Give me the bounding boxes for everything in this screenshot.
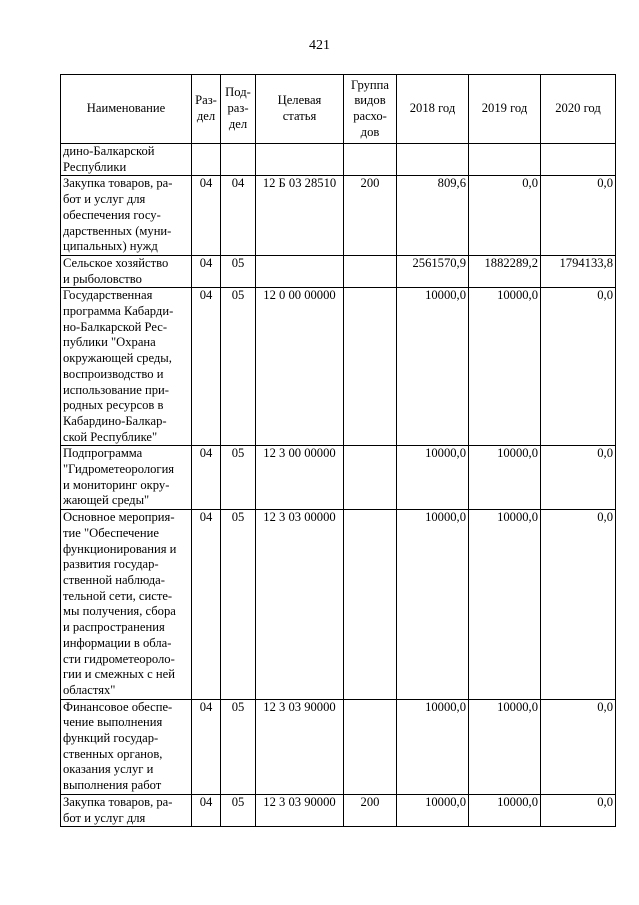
cell-target-article: 12 3 03 90000: [256, 699, 344, 794]
cell-2020: 0,0: [541, 176, 616, 256]
cell-name: Государственная программа Кабарди- но-Балкарской Рес- публики "Охрана окружающей среды, воспроизводство и использование при- родных ресурсов в Кабардино-Балкар- ской Республике": [61, 288, 192, 446]
cell-target-article: 12 0 00 00000: [256, 288, 344, 446]
cell-section: 04: [192, 176, 221, 256]
header-subsection: Под- раз- дел: [221, 75, 256, 144]
table-row: [61, 794, 616, 826]
cell-expense-group: [344, 144, 397, 176]
cell-section: 04: [192, 446, 221, 510]
cell-2020: [541, 144, 616, 176]
cell-expense-group: 200: [344, 176, 397, 256]
page-number: 421: [309, 38, 330, 53]
cell-section: 04: [192, 510, 221, 699]
cell-2020: 0,0: [541, 288, 616, 446]
cell-subsection: 05: [221, 794, 256, 826]
cell-2018: [397, 144, 469, 176]
table-row: [61, 144, 616, 176]
cell-2019: 10000,0: [469, 446, 541, 510]
cell-subsection: 05: [221, 255, 256, 287]
cell-subsection: 05: [221, 446, 256, 510]
cell-2019: 10000,0: [469, 699, 541, 794]
header-name: Наименование: [61, 75, 192, 144]
cell-target-article: [256, 255, 344, 287]
cell-name: Финансовое обеспе- чение выполнения функций государ- ственных органов, оказания услуг и выполнения работ: [61, 699, 192, 794]
header-2018: 2018 год: [397, 75, 469, 144]
cell-2019: [469, 144, 541, 176]
cell-2019: 10000,0: [469, 510, 541, 699]
header-2020: 2020 год: [541, 75, 616, 144]
header-section: Раз- дел: [192, 75, 221, 144]
table-row: [61, 255, 616, 287]
cell-expense-group: [344, 510, 397, 699]
cell-2020: 1794133,8: [541, 255, 616, 287]
cell-expense-group: [344, 255, 397, 287]
cell-2018: 10000,0: [397, 446, 469, 510]
cell-expense-group: [344, 446, 397, 510]
header-expense-group: Группа видов расхо- дов: [344, 75, 397, 144]
cell-2020: 0,0: [541, 699, 616, 794]
budget-table: [60, 74, 616, 827]
table-row: [61, 699, 616, 794]
cell-name: Сельское хозяйство и рыболовство: [61, 255, 192, 287]
cell-name: дино-Балкарской Республики: [61, 144, 192, 176]
header-2019: 2019 год: [469, 75, 541, 144]
cell-section: [192, 144, 221, 176]
cell-2019: 1882289,2: [469, 255, 541, 287]
table-row: [61, 510, 616, 699]
cell-2019: 10000,0: [469, 794, 541, 826]
cell-2020: 0,0: [541, 510, 616, 699]
table-body: [61, 144, 616, 827]
header-row: [61, 75, 616, 144]
cell-2018: 2561570,9: [397, 255, 469, 287]
cell-2018: 10000,0: [397, 794, 469, 826]
cell-2018: 10000,0: [397, 510, 469, 699]
table-row: [61, 176, 616, 256]
cell-expense-group: [344, 699, 397, 794]
cell-target-article: 12 3 03 00000: [256, 510, 344, 699]
table-row: [61, 446, 616, 510]
cell-subsection: [221, 144, 256, 176]
cell-expense-group: [344, 288, 397, 446]
cell-subsection: 05: [221, 699, 256, 794]
cell-2018: 10000,0: [397, 288, 469, 446]
cell-section: 04: [192, 288, 221, 446]
cell-2020: 0,0: [541, 794, 616, 826]
cell-name: Закупка товаров, ра- бот и услуг для обеспечения госу- дарственных (муни- ципальных) нужд: [61, 176, 192, 256]
cell-expense-group: 200: [344, 794, 397, 826]
table-row: [61, 288, 616, 446]
cell-subsection: 05: [221, 288, 256, 446]
cell-target-article: 12 3 00 00000: [256, 446, 344, 510]
cell-name: Подпрограмма "Гидрометеорология и мониторинг окру- жающей среды": [61, 446, 192, 510]
cell-section: 04: [192, 255, 221, 287]
cell-subsection: 04: [221, 176, 256, 256]
cell-target-article: 12 3 03 90000: [256, 794, 344, 826]
cell-2020: 0,0: [541, 446, 616, 510]
cell-2018: 809,6: [397, 176, 469, 256]
cell-2018: 10000,0: [397, 699, 469, 794]
cell-target-article: [256, 144, 344, 176]
cell-name: Основное мероприя- тие "Обеспечение функционирования и развития государ- ственной наблюда- тельной сети, систе- мы получения, сбора и распространения информации в обла- сти гидрометеороло- гии и смежных с ней областях": [61, 510, 192, 699]
cell-section: 04: [192, 699, 221, 794]
cell-target-article: 12 Б 03 28510: [256, 176, 344, 256]
cell-2019: 10000,0: [469, 288, 541, 446]
header-target-article: Целевая статья: [256, 75, 344, 144]
cell-section: 04: [192, 794, 221, 826]
cell-name: Закупка товаров, ра- бот и услуг для: [61, 794, 192, 826]
cell-2019: 0,0: [469, 176, 541, 256]
cell-subsection: 05: [221, 510, 256, 699]
